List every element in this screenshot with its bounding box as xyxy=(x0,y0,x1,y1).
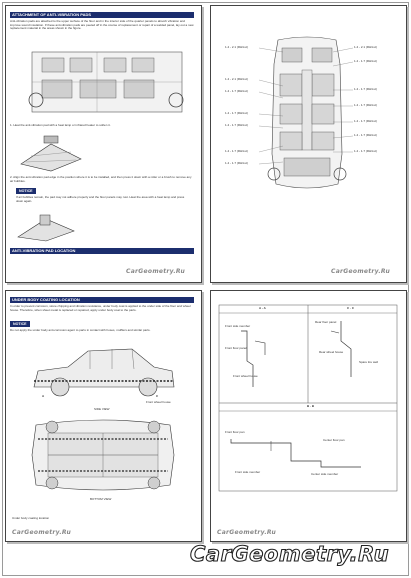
heat-pad-illustration xyxy=(16,134,86,172)
page-3 xyxy=(5,290,202,542)
label-b-2: Center floor pan xyxy=(323,438,345,442)
callout-right-2: 1.4 - 1.7 (RH/LH) xyxy=(354,59,377,63)
callout-right-7: 1.4 - 1.7 (RH/LH) xyxy=(354,149,377,153)
label-b-1: Front floor pan xyxy=(225,430,245,434)
wheel-house-label: Front wheel house xyxy=(146,400,171,404)
side-view-caption: SIDE VIEW xyxy=(94,407,110,411)
intro-paragraph: In order to prevent corrosion, stone chipping and vibration resistance, under body coat is applied to the under side of the floor and wheel house. Therefore, when sheet metal is replaced or repaired, apply under body coat to the parts. xyxy=(10,305,191,312)
callout-right-5: 1.4 - 1.7 (RH/LH) xyxy=(354,119,377,123)
label-c-2: Rear wheel house xyxy=(319,350,344,354)
intro-paragraph: Anti-vibration pads are attached to the upper surface of the floor and in the interior side of the quarter panels to absorb vibration and improve sound insulation. If these anti-vibration pads are peeled off in the course of replacement or repair of a welded panel, lay out a new replacement material in the areas shown in the figure. xyxy=(10,20,194,31)
page-watermark: CarGeometry.Ru xyxy=(331,268,391,275)
page-1 xyxy=(5,5,202,283)
page-4 xyxy=(210,290,407,542)
label-a-2: Front floor panel xyxy=(225,346,247,350)
roller-illustration xyxy=(16,211,76,243)
page-watermark: CarGeometry.Ru xyxy=(217,529,277,536)
callout-left-1: 1.4 - 2.1 (RH/LH) xyxy=(225,45,248,49)
page-watermark: CarGeometry.Ru xyxy=(126,268,186,275)
bottom-section-title: ANTI-VIBRATION PAD LOCATION xyxy=(10,248,194,254)
section-c-marker: C xyxy=(156,394,159,398)
section-title: ATTACHMENT OF ANTI-VIBRATION PADS xyxy=(10,12,194,18)
callout-left-2: 1.4 - 2.1 (RH/LH) xyxy=(225,77,248,81)
label-b-3: Front side member xyxy=(235,470,261,474)
section-a-marker: A xyxy=(42,394,45,398)
section-title: UNDER BODY COATING LOCATION xyxy=(10,297,194,303)
page-2 xyxy=(210,5,407,283)
label-a-1: Front side member xyxy=(225,324,251,328)
section-a-a-title: A - A xyxy=(259,306,266,310)
section-c-c-title: C - C xyxy=(347,306,354,310)
bottom-view-caption: BOTTOM VIEW xyxy=(90,497,112,501)
label-c-1: Rear floor panel xyxy=(315,320,337,324)
callout-left-7: 1.4 - 1.7 (RH/LH) xyxy=(225,161,248,165)
label-a-3: Front wheel house xyxy=(233,374,258,378)
callout-left-4: 1.4 - 1.7 (RH/LH) xyxy=(225,111,248,115)
callout-right-1: 1.4 - 2.1 (RH/LH) xyxy=(354,45,377,49)
bottom-view-diagram xyxy=(28,415,178,495)
footer-caption: Under body coating location xyxy=(12,516,50,520)
page-watermark: CarGeometry.Ru xyxy=(12,529,72,536)
brand-logo: CarGeometry.Ru xyxy=(190,542,390,566)
callout-right-3: 1.4 - 1.7 (RH/LH) xyxy=(354,87,377,91)
step-2: 2. Align the anti-vibration pad edge in the position where it is to be installed, and then press it down with a roller or a brush to remove any air bubbles. xyxy=(10,175,192,183)
callout-right-6: 1.4 - 1.7 (RH/LH) xyxy=(354,133,377,137)
callout-left-3: 1.4 - 1.7 (RH/LH) xyxy=(225,89,248,93)
callout-left-6: 1.4 - 1.7 (RH/LH) xyxy=(225,149,248,153)
notice-label: NOTICE xyxy=(16,188,36,194)
step-1: 1. Heat the anti-vibration pad with a heat lamp or infrared heater to soften it. xyxy=(10,123,111,127)
label-c-3: Spare tire well xyxy=(359,360,379,364)
callout-right-4: 1.4 - 1.7 (RH/LH) xyxy=(354,103,377,107)
notice-text: If air bubbles remain, the pad may not adhere properly and the floor panels may rust. Heat the area with a heat lamp and press down again. xyxy=(16,195,185,203)
label-b-4: Center side member xyxy=(311,472,339,476)
notice-text: Do not apply the under body anti-corrosion agent to parts in contact with hoses, mufflers and similar parts. xyxy=(10,328,151,332)
section-b-b-title: B - B xyxy=(307,404,314,408)
callout-left-5: 1.4 - 1.7 (RH/LH) xyxy=(225,123,248,127)
notice-label: NOTICE xyxy=(10,321,30,327)
floor-pad-diagram xyxy=(12,44,196,122)
